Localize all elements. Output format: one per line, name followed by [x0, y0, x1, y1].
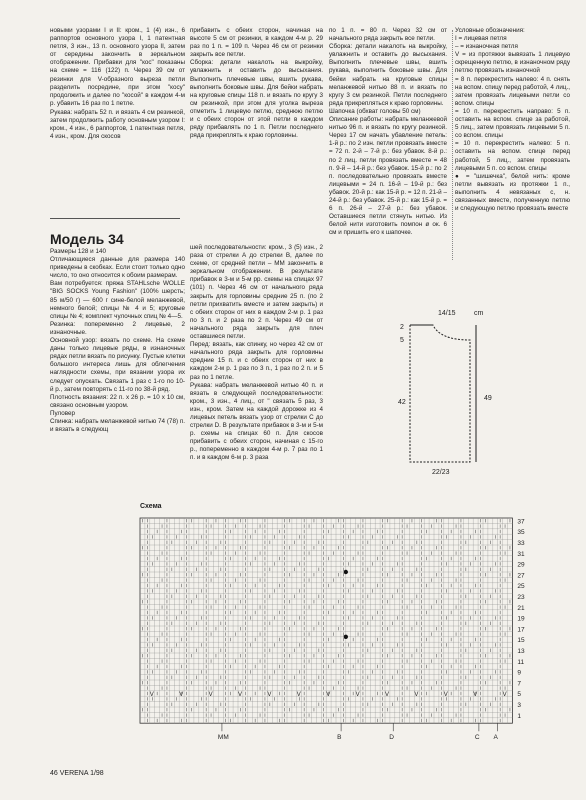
row-label: 29 [517, 561, 525, 569]
twist-stitch-mark: V [179, 692, 184, 699]
row-label: 1 [517, 712, 522, 720]
dim-neck-1: 2 [400, 324, 404, 331]
row-label: 7 [517, 680, 522, 688]
row-label: 11 [517, 658, 525, 666]
column-2-top: прибавить с обеих сторон, начиная на высоте 5 см от резинки, в каждом 4-м р. 29 раз по 1 п. = 109 п. Через 46 см от резинки закрыть все петли. Сборка: детали накалоть на выкройку, увлажнить и оставить до высыхания. Выполнить плечевые швы, вшить рукава, выполнить боковые швы. Для бейки набрать на круговые спицы 118 п. и вязать по кругу 3 см резинкой, при этом для уголка выреза отметить 1 лицевую петлю, среднюю петлю и с обеих сторон от этой петли в каждом ряду прибавлять по 1 п. Петли последнего ряда прикреплять к краю горловины. [190, 27, 323, 140]
dim-side-height: 42 [398, 399, 406, 406]
pattern-schematic [410, 325, 476, 462]
bobble-mark [344, 570, 348, 574]
row-label: 27 [517, 572, 525, 580]
row-label: 13 [517, 648, 525, 655]
row-label: 9 [517, 669, 522, 677]
marker-label: A [493, 734, 498, 742]
twist-stitch-mark: V [473, 692, 478, 699]
column-1-top: новыми узорами I и II: кром., 1 (4) изн., 6 раппортов основного узора I, 1 патентная петля, 3 изн., 13 п. основного узора II, затем от середины закончить в зеркальном отображении. Прибавки для "кос" показаны на схеме = 116 (122) п. Через 39 см от резинки для V-образного выреза петли разделить посредине, при этом "косу" продолжить и далее по "косой" в каждом 4-м р. убавить 16 раз по 1 петле. Рукава: набрать 52 п. и вязать 4 см резинкой, затем продолжить работу основным узором I: кром., 4 изн., 6 раппортов, 1 патентная петля, 4 изн., кром. Для скосов [50, 27, 185, 141]
twist-stitch-mark: V [443, 692, 448, 699]
column-3: по 1 п. = 80 п. Через 32 см от начального ряда закрыть все петли. Сборка: детали накалоть на выкройку, увлажнить и оставить до высыхания. Выполнить плечевые швы, вшить рукава, выполнить боковые швы. Для бейки набрать на круговые спицы меланжевой нитью 88 п. и вязать по кругу 3 см резинкой. Петли последнего ряда прикрепляться к краю горловины. Шапочка (обхват головы 50 см) Описание работы: набрать меланжевой нитью 96 п. и вязать по кругу резинкой. Через 17 см начать убавление петель: 1-й р.: по 2 изн. петли провязать вместе = 72 п. 2-й – 7-й р.: без убавок. 8-й р.: по 2 лиц. петли провязать вместе = 48 п. 9-й – 14-й р.: без убавок. 15-й р.: по 2 п. последовательно провязать вместе лицевыми = 24 п. 16-й – 19-й р.: без убавок. 20-й р.: как 15-й р. = 12 п. 21-й – 24-й р.: без убавок. 25-й р.: как 15-й р. = 6 п. 26-й – 27-й р.: без убавок. Оставшиеся петли стянуть нитью. Из белой нити изготовить помпон ø ок. 6 см и пришить его к шапочке. [329, 27, 447, 237]
twist-stitch-mark: V [238, 692, 243, 699]
dim-unit: cm [474, 310, 484, 317]
twist-stitch-mark: V [355, 692, 360, 699]
row-label: 37 [517, 518, 525, 526]
row-label: 25 [517, 583, 525, 591]
row-label: 5 [517, 691, 522, 699]
marker-label: MM [217, 734, 229, 742]
row-label: 3 [517, 702, 522, 709]
page-footer: 46 VERENA 1/98 [50, 770, 104, 777]
twist-stitch-mark: V [149, 692, 154, 699]
marker-label: D [389, 734, 394, 742]
dim-top-width: 14/15 [438, 310, 456, 317]
row-label: 33 [517, 540, 525, 547]
column-1-bottom: Размеры 128 и 140 Отличающиеся данные для размера 140 приведены в скобках. Если стоит только одно число, то оно относится к обоим размерам. Вам потребуется: пряжа STAHLsche WOLLE "BIG SOCKS Young Fashion" (100% шерсть; 85 м/50 г) — 600 г сине-белой меланжевой, немного белой; спицы № 4 и 5; круговые спицы № 4; комплект чулочных спиц № 4—5. Резинка: попеременно 2 лицевые, 2 изнаночные. Основной узор: вязать по схеме. На схеме даны только лицевые ряды, в изнаночных рядах петли вязать по рисунку. Пустые клетки большого интереса лишь для облегчения наглядности схемы, при вязании узора их следует опускать. Связать 1 раз с 1-го по 10-й р., затем повторять с 11-го по 38-й ряд. Плотность вязания: 22 п. х 26 р. = 10 х 10 см, связано основным узором. Пуловер Спинка: набрать меланжевой нитью 74 (78) п. и вязать в следующ [50, 248, 185, 434]
legend-column: Условные обозначения: I = лицевая петля – = изнаночная петля V = из протяжки вывязать 1 лицевую скрещенную петлю, в изнаночном ряду петлю провязать изнаночной = 8 п. перекрестить налево: 4 п. снять на вспом. спицу перед работой, 4 лиц., затем провязать лицевыми петли со вспом. спицы = 10 п. перекрестить направо: 5 п. оставить на вспом. спице за работой, 5 лиц., затем провязать лицевыми 5 п. со вспом. спицы = 10 п. перекрестить налево: 5 п. оставить на вспом. спице перед работой, 5 лиц., затем провязать лицевыми 5 п. со вспом. спицы ● = "шишечка", белой нить: кроме петли вывязать из протяжки 1 п., выполнить 4 невязаных с, н. связанных вместе, полученную петлю и следующую петлю провязать вместе [455, 27, 570, 213]
row-label: 35 [517, 529, 525, 537]
column-2-bottom: шей последовательности: кром., 3 (5) изн., 2 раза от стрелки А до стрелки B, далее по схеме, от средней петли – MM закончить в зеркальном отображении. В результате прибавок в 3-м и 5-м рр. схемы на спицах 97 (101) п. Через 46 см от начального ряда закрыть для горловины средние 25 п. (по 2 петли прихватить вместе и затем закрыть) и с обеих сторон от них в каждом 2-м р. 1 раз по 3 п. и 2 раза по 2 п. Через 49 см от начального ряда закрыть для плеч оставшиеся петли. Перед: вязать, как спинку, но через 42 см от начального ряда закрыть для горловины средние 15 п. и с обеих сторон от них в каждом 2-м р. 1 раз по 3 п., 1 раз по 2 п. и 5 раз по 1 петле. Рукава: набрать меланжевой нитью 40 п. и вязать в следующей последовательности: кром., 3 изн., 4 лиц., от " связать 5 раз, 3 изн., кром. Затем на каждой дорожке из 4 лицевых петель вязать узор от стрелки С до стрелки D. В результате прибавок в 3-м и 5-м р. схемы на спицах 60 п. Для скосов прибавить с обеих сторон, начиная с 15-го р., попеременно в каждом 4-м р. 7 раз по 1 п. и в каждом 6-м р. 3 раза [190, 244, 323, 462]
scheme-title: Схема [140, 503, 162, 510]
row-label: 31 [517, 550, 525, 558]
dim-bottom-width: 22/23 [432, 469, 450, 476]
dim-neck-2: 5 [400, 337, 404, 344]
marker-label: C [474, 734, 480, 742]
knitting-scheme-grid [140, 518, 525, 741]
dim-total-height: 49 [484, 395, 492, 402]
row-label: 19 [517, 615, 525, 623]
twist-stitch-mark: V [385, 692, 390, 699]
marker-label: B [337, 734, 342, 742]
row-label: 15 [517, 637, 525, 645]
twist-stitch-mark: V [502, 692, 507, 699]
twist-stitch-mark: V [326, 692, 331, 699]
twist-stitch-mark: V [414, 692, 419, 699]
twist-stitch-mark: V [296, 692, 301, 699]
row-label: 17 [517, 626, 525, 634]
model-title: Модель 34 [50, 231, 124, 247]
row-label: 21 [517, 604, 525, 612]
bobble-mark [344, 635, 348, 639]
twist-stitch-mark: V [208, 692, 213, 699]
row-label: 23 [517, 594, 525, 601]
twist-stitch-mark: V [267, 692, 272, 699]
